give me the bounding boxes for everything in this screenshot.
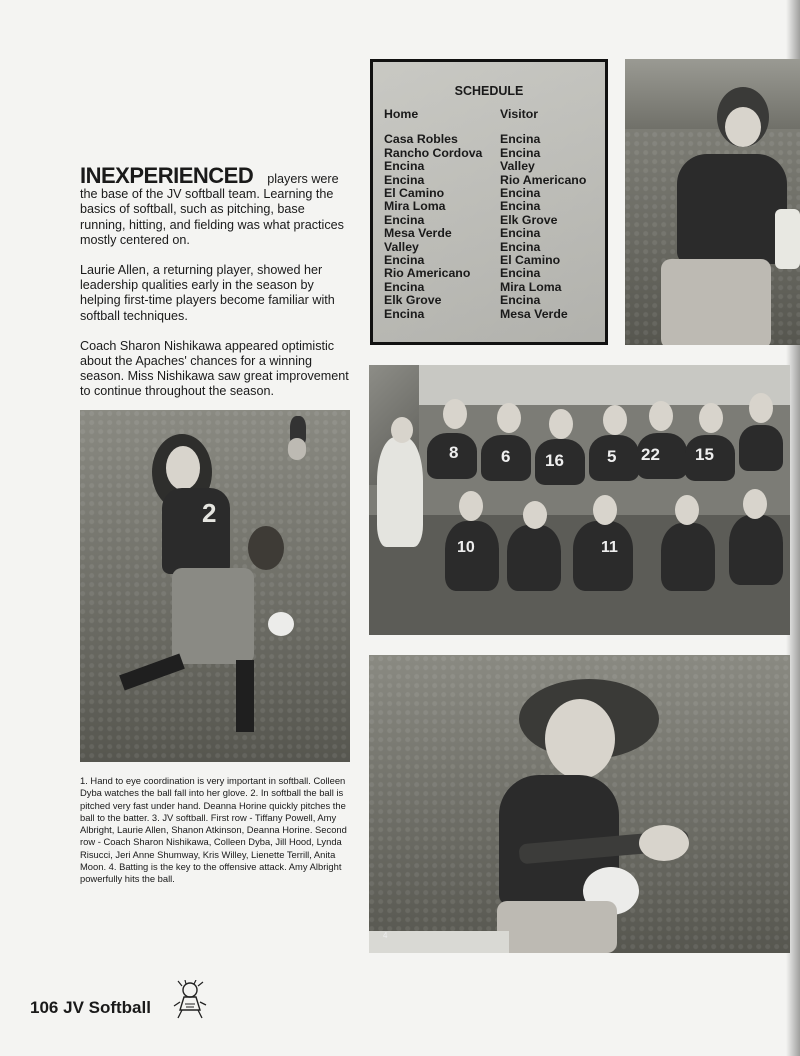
visitor-team: Encina: [500, 266, 541, 281]
intro-paragraph-1: INEXPERIENCED players were the base of the JV softball team. Learning the basics of softball, such as pitching, base running, hitting, and fielding was what practices mostly centered on.: [80, 163, 344, 247]
team-back-number: 6: [501, 447, 511, 466]
team-back-number: 15: [695, 445, 714, 464]
intro-text: [80, 163, 352, 415]
home-team: Rio Americano: [384, 266, 471, 281]
schedule-title: SCHEDULE: [454, 84, 524, 98]
team-front-number: 11: [601, 539, 618, 556]
home-team: Encina: [384, 172, 425, 187]
team-back-number: 5: [607, 447, 617, 466]
visitor-team: Encina: [500, 239, 541, 254]
home-header: Home: [384, 107, 419, 121]
visitor-team: Encina: [500, 293, 541, 308]
schedule-box: [370, 59, 608, 345]
schedule-visitor-column: [500, 108, 586, 321]
visitor-team: Elk Grove: [500, 212, 558, 227]
home-team: Mesa Verde: [384, 226, 452, 241]
schedule-home-column: [384, 108, 482, 321]
home-team: El Camino: [384, 186, 445, 201]
photo-catcher: [625, 59, 800, 345]
home-team: Encina: [384, 253, 425, 268]
visitor-team: El Camino: [500, 253, 561, 268]
section-name: JV Softball: [63, 998, 151, 1017]
team-front-number: 10: [457, 539, 475, 556]
visitor-team: Encina: [500, 132, 541, 147]
home-team: Valley: [384, 239, 419, 254]
team-back-number: 22: [641, 445, 660, 464]
home-team: Rancho Cordova: [384, 145, 483, 160]
intro-paragraph-2: Laurie Allen, a returning player, showed her leadership qualities early in the season by helping first-time players become familiar with softball techniques.: [80, 263, 335, 323]
visitor-team: Encina: [500, 186, 541, 201]
home-team: Encina: [384, 212, 425, 227]
home-team: Mira Loma: [384, 199, 446, 214]
visitor-team: Mesa Verde: [500, 306, 568, 321]
pitcher-jersey-number: 2: [202, 498, 217, 528]
photo-team: [369, 365, 790, 635]
page-folio: [30, 998, 151, 1018]
photo-pitcher: [80, 410, 350, 762]
visitor-team: Encina: [500, 199, 541, 214]
visitor-team: Encina: [500, 145, 541, 160]
visitor-team: Valley: [500, 159, 535, 174]
visitor-team: Encina: [500, 226, 541, 241]
home-team: Encina: [384, 306, 425, 321]
home-team: Casa Robles: [384, 132, 458, 147]
intro-paragraph-3: Coach Sharon Nishikawa appeared optimistic about the Apaches' chances for a winning season. Miss Nishikawa saw great improvement to continue throughout the season.: [80, 338, 349, 399]
visitor-header: Visitor: [500, 107, 539, 121]
team-back-number: 8: [449, 443, 459, 462]
home-team: Elk Grove: [384, 293, 442, 308]
photo-batter: [369, 655, 790, 953]
team-back-number: 16: [545, 451, 564, 470]
photo-number: 4: [383, 931, 388, 940]
mascot-icon: [172, 980, 208, 1020]
home-team: Encina: [384, 279, 425, 294]
page-number: 106: [30, 998, 59, 1017]
visitor-team: Mira Loma: [500, 279, 562, 294]
photo-caption: 1. Hand to eye coordination is very important in softball. Colleen Dyba watches the ball fall into her glove. 2. In softball the ball is pitched very fast under hand. Deanna Horine quickly pitches the ball to the batter. 3. JV softball. First row - Tiffany Powell, Amy Albright, Laurie Allen, Shanon Atkinson, Deanna Horine. Second row - Coach Sharon Nishikawa, Colleen Dyba, Jill Hood, Lynda Risucci, Jeri Anne Shumway, Kris Willey, Lienette Terrill, Anita Moon. 4. Batting is the key to the offensive attack. Amy Albright powerfully hits the ball.: [80, 775, 347, 885]
headword: INEXPERIENCED: [80, 163, 254, 188]
home-team: Encina: [384, 159, 425, 174]
visitor-team: Rio Americano: [500, 172, 587, 187]
